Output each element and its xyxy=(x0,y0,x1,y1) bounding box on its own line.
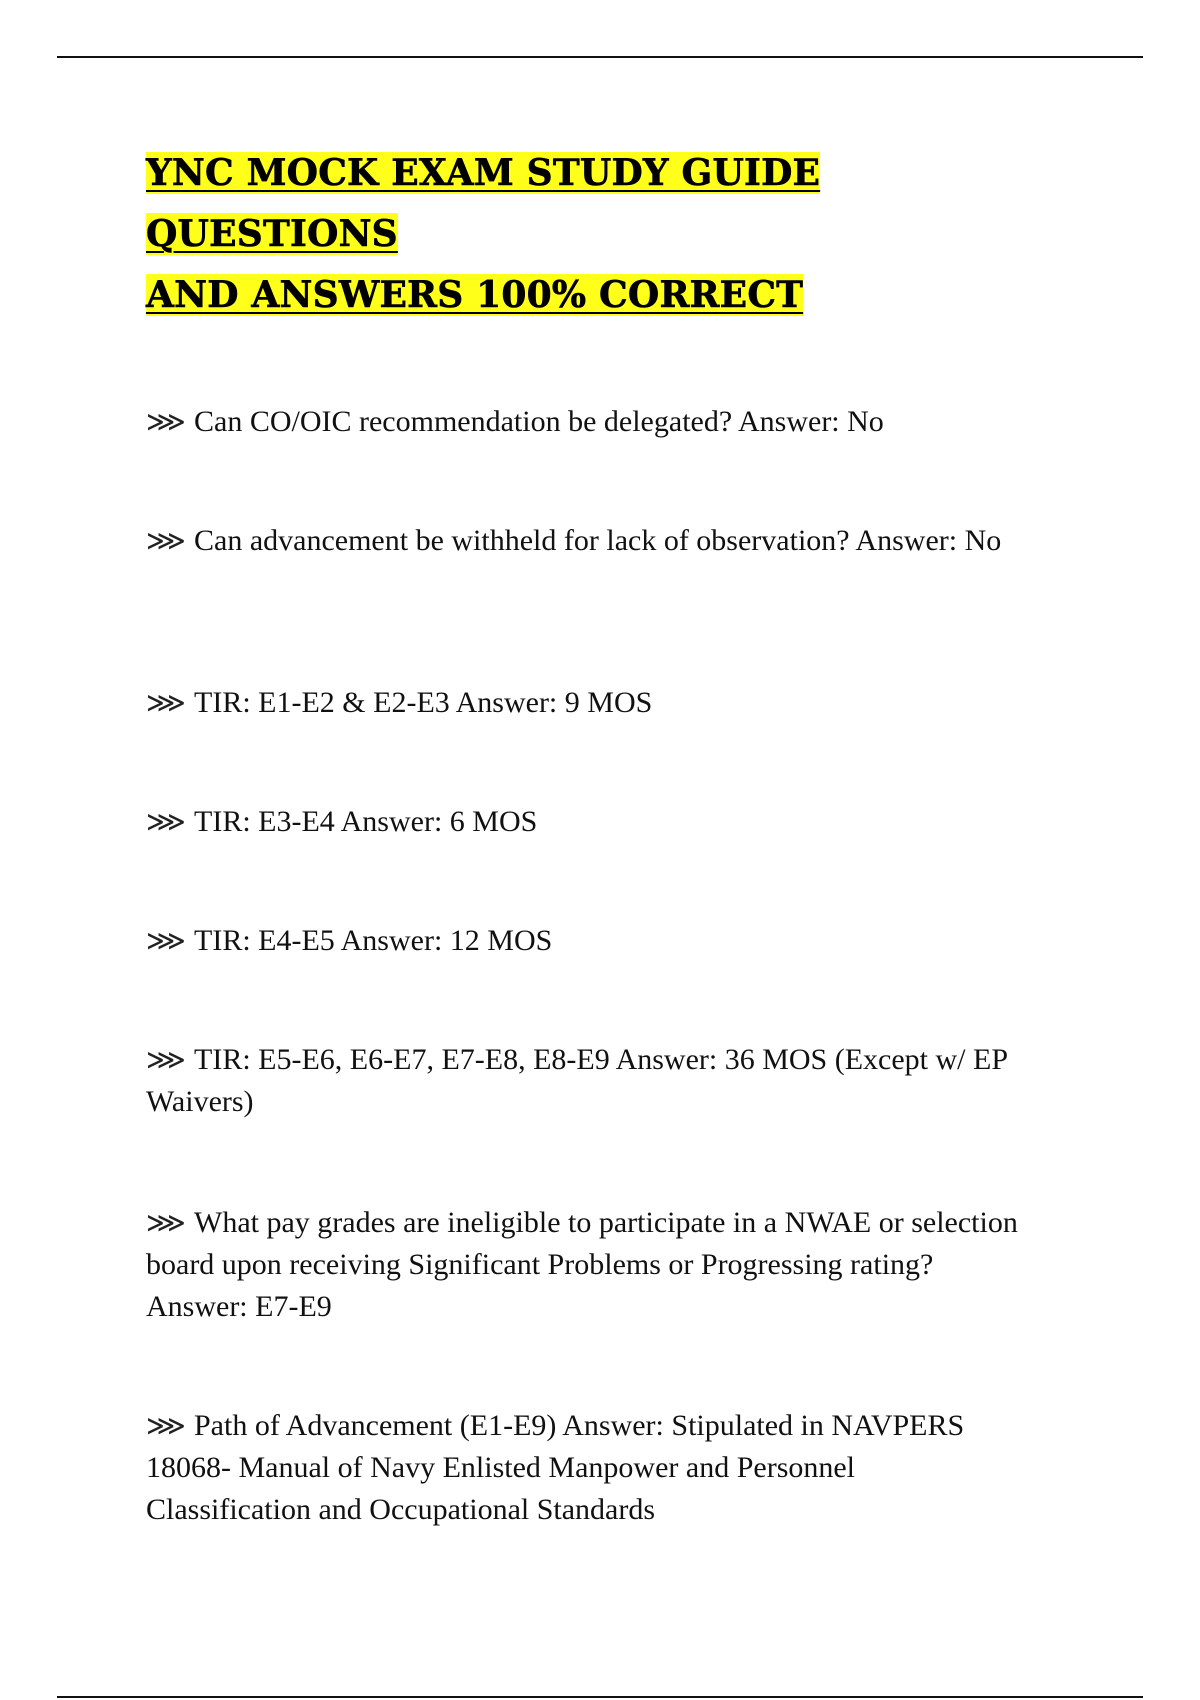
footer-rule xyxy=(57,1696,1143,1698)
arrow-bullet-icon: ⋙ xyxy=(146,1409,186,1442)
header-rule xyxy=(57,56,1143,58)
document-title xyxy=(146,143,1046,326)
title-line-1: YNC MOCK EXAM STUDY GUIDE QUESTIONS xyxy=(146,152,821,255)
qa-text: Can advancement be withheld for lack of observation? Answer: No xyxy=(194,524,1002,557)
qa-text: TIR: E4-E5 Answer: 12 MOS xyxy=(194,924,553,957)
arrow-bullet-icon: ⋙ xyxy=(146,524,186,557)
qa-text: What pay grades are ineligible to participate in a NWAE or selection board upon receiving Significant Problems or Progressing rating? Answer: E7-E9 xyxy=(146,1206,1018,1323)
qa-text: TIR: E5-E6, E6-E7, E7-E8, E8-E9 Answer: 36 MOS (Except w/ EP Waivers) xyxy=(146,1043,1007,1118)
arrow-bullet-icon: ⋙ xyxy=(146,1043,186,1076)
qa-text: Can CO/OIC recommendation be delegated? Answer: No xyxy=(194,405,884,438)
qa-text: TIR: E3-E4 Answer: 6 MOS xyxy=(194,805,538,838)
qa-item xyxy=(146,920,1026,962)
qa-item xyxy=(146,401,1026,443)
qa-item xyxy=(146,1405,1026,1531)
qa-item xyxy=(146,682,1026,724)
arrow-bullet-icon: ⋙ xyxy=(146,805,186,838)
qa-item xyxy=(146,1202,1026,1328)
arrow-bullet-icon: ⋙ xyxy=(146,1206,186,1239)
arrow-bullet-icon: ⋙ xyxy=(146,924,186,957)
qa-item xyxy=(146,1039,1026,1123)
qa-item xyxy=(146,801,1026,843)
title-line-2: AND ANSWERS 100% CORRECT xyxy=(146,274,804,316)
arrow-bullet-icon: ⋙ xyxy=(146,405,186,438)
arrow-bullet-icon: ⋙ xyxy=(146,686,186,719)
qa-text: TIR: E1-E2 & E2-E3 Answer: 9 MOS xyxy=(194,686,653,719)
qa-text: Path of Advancement (E1-E9) Answer: Stipulated in NAVPERS 18068- Manual of Navy Enlisted Manpower and Personnel Classification and Occupational Standards xyxy=(146,1409,965,1526)
qa-item xyxy=(146,520,1026,562)
